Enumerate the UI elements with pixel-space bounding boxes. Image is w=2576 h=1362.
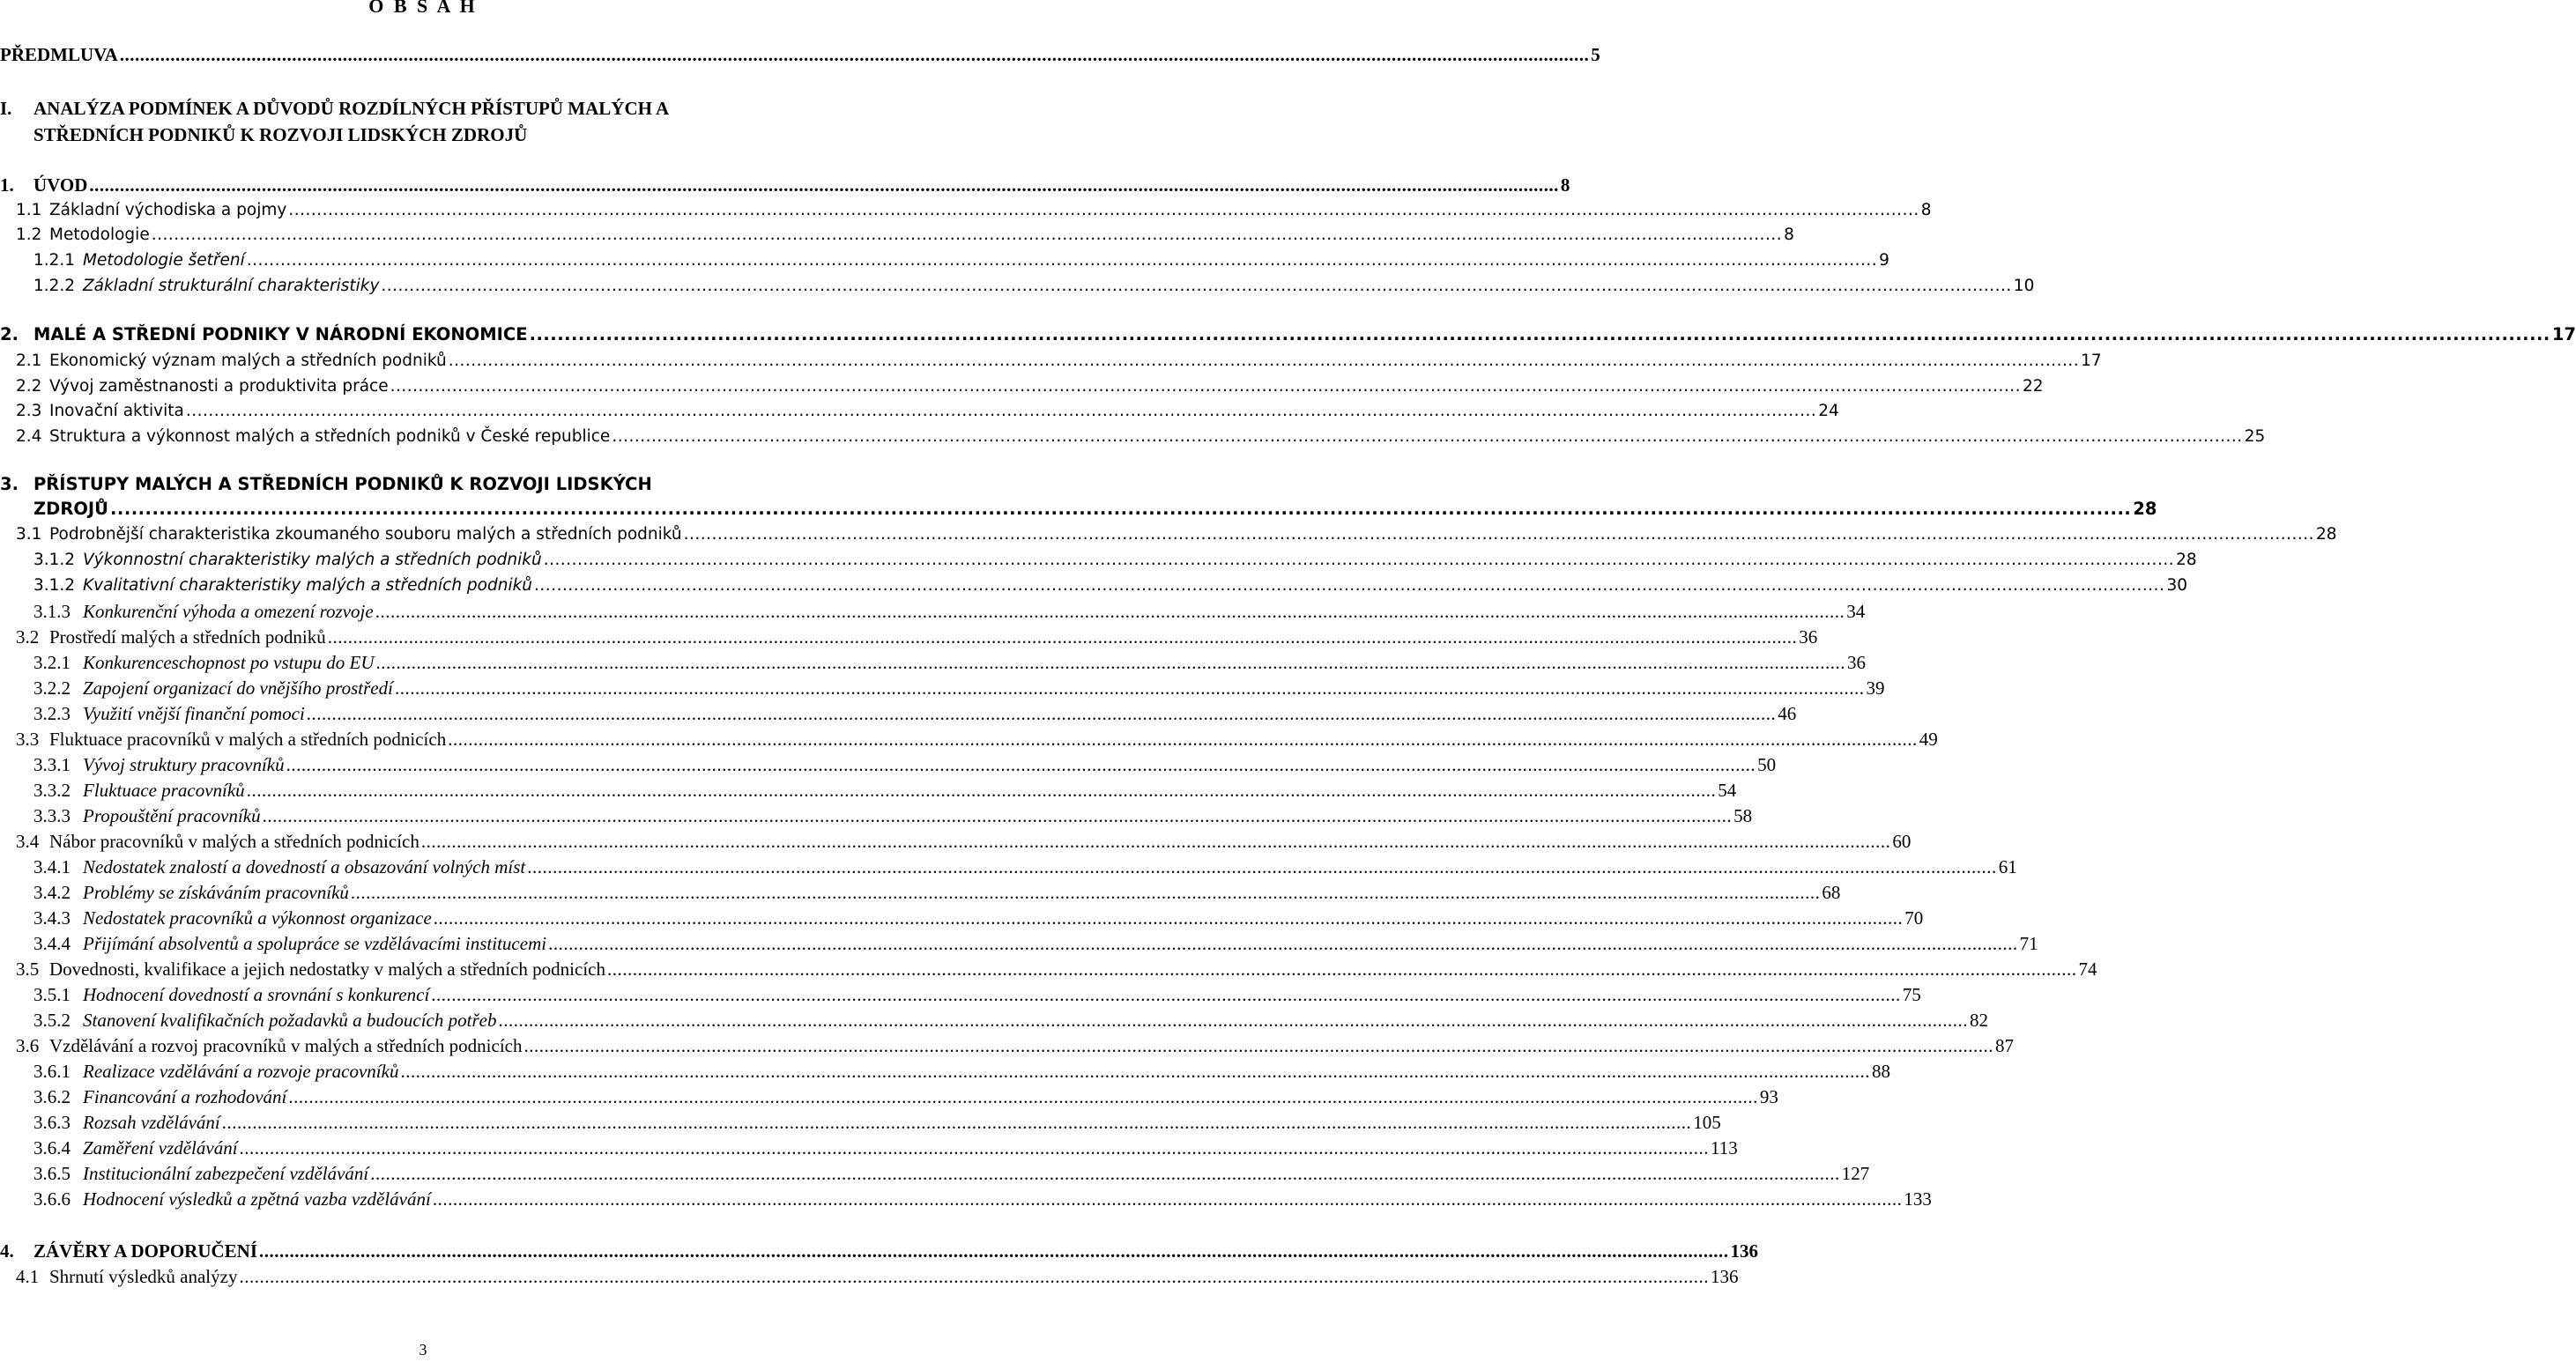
toc-leader (544, 548, 2174, 573)
toc-entry-number: 2.3 (16, 402, 42, 420)
toc-entry-page: 28 (2176, 551, 2197, 569)
toc-entry[interactable] (16, 522, 2337, 547)
toc-entry-page: 113 (1711, 1137, 1738, 1158)
toc-entry-page: 88 (1871, 1061, 1890, 1082)
toc-entry-page: 5 (1591, 44, 1600, 65)
toc-entry-title: Konkurenční výhoda a omezení rozvoje (83, 601, 374, 622)
toc-entry-number: 2.2 (16, 377, 42, 396)
toc-leader (433, 1187, 1903, 1211)
toc-leader (421, 829, 1891, 854)
toc-entry[interactable] (16, 727, 1938, 751)
toc-entry-page: 50 (1757, 754, 1777, 775)
toc-entry-number: 2.1 (16, 352, 42, 370)
toc-entry-number: 3.5 (16, 959, 40, 980)
toc-entry[interactable] (33, 1136, 1738, 1160)
toc-entry-number: 3.2.2 (33, 677, 71, 699)
toc-entry-page: 74 (2078, 959, 2097, 980)
toc-entry-page: 34 (1846, 601, 1866, 622)
toc-entry[interactable] (33, 650, 1867, 675)
toc-entry-title: ÚVOD (33, 174, 88, 196)
toc-entry-page: 9 (1879, 251, 1889, 270)
toc-entry-number: 3.4.4 (33, 933, 71, 954)
toc-entry-page: 8 (1920, 201, 1932, 219)
toc-entry-title: ZÁVĚRY A DOPORUČENÍ (33, 1240, 258, 1262)
toc-entry-number: 1.1 (16, 201, 42, 219)
toc-leader (328, 625, 1798, 649)
toc-entry-page: 61 (1998, 856, 2017, 877)
toc-entry-page: 49 (1919, 729, 1938, 750)
toc-entry[interactable] (33, 803, 1753, 828)
toc-entry-title: Realizace vzdělávání a rozvoje pracovníků (83, 1061, 399, 1082)
toc-entry-page: 8 (1784, 226, 1794, 244)
toc-entry-number: 3.6.5 (33, 1163, 71, 1184)
toc-entry[interactable] (33, 599, 1866, 624)
toc-entry[interactable] (33, 1187, 1932, 1211)
toc-entry-number: 1.2.2 (33, 277, 76, 295)
toc-leader (247, 248, 1877, 273)
toc-leader (381, 274, 2011, 299)
toc-entry-page: 17 (2081, 352, 2102, 370)
toc-entry-number: 1. (0, 174, 14, 196)
toc-entry-number: 3.6.4 (33, 1137, 71, 1158)
toc-entry-title: Hodnocení dovedností a srovnání s konkurencí (83, 984, 430, 1005)
toc-entry-page: 70 (1904, 907, 1924, 929)
toc-entry-number: 3.5.2 (33, 1010, 71, 1031)
toc-entry[interactable] (16, 425, 2266, 449)
toc-entry-number: 3.6 (16, 1035, 40, 1056)
toc-entry-title: Rozsah vzdělávání (83, 1112, 220, 1133)
toc-entry-title: PŘÍSTUPY MALÝCH A STŘEDNÍCH PODNIKŮ K ROZVOJI LIDSKÝCH (33, 474, 652, 494)
toc-entry-number: 3.4 (16, 831, 40, 852)
toc-entry[interactable] (16, 957, 2097, 981)
toc-entry-page: 39 (1866, 677, 1885, 699)
toc-entry-page: 28 (2316, 525, 2337, 544)
toc-entry-page: 87 (1994, 1035, 2014, 1056)
toc-entry-page: 17 (2551, 324, 2576, 344)
toc-leader (152, 223, 1782, 248)
toc-entry-number: 3.3.3 (33, 805, 71, 826)
toc-entry-number: 3.3.1 (33, 754, 71, 775)
toc-entry-title: Shrnutí výsledků analýzy (49, 1266, 238, 1287)
toc-entry[interactable] (33, 548, 2197, 573)
toc-entry[interactable] (33, 676, 1885, 700)
toc-leader (434, 906, 1904, 930)
toc-entry[interactable] (33, 1161, 1870, 1186)
toc-leader (222, 1110, 1692, 1135)
toc-entry-page: 60 (1892, 831, 1912, 852)
toc-leader (89, 173, 1559, 197)
toc-entry-title: Výkonnostní charakteristiky malých a středních podniků (83, 551, 542, 569)
toc-leader (431, 982, 1901, 1007)
toc-entry-number: 3.2 (16, 626, 40, 648)
toc-entry[interactable] (33, 982, 1921, 1007)
toc-entry-preface[interactable] (0, 42, 1600, 67)
toc-entry-title: Inovační aktivita (49, 402, 184, 420)
toc-entry-number: 3.4.1 (33, 856, 71, 877)
toc-leader (548, 931, 2018, 956)
toc-leader (351, 880, 1821, 905)
toc-entry-page: 10 (2013, 277, 2035, 295)
toc-entry[interactable] (16, 829, 1912, 854)
toc-entry[interactable] (33, 1008, 1988, 1033)
toc-leader (448, 727, 1918, 751)
toc-leader (523, 1033, 1993, 1058)
toc-leader (288, 1084, 1758, 1109)
toc-leader (684, 522, 2314, 547)
toc-entry-title: Financování a rozhodování (83, 1086, 287, 1107)
toc-entry-title: Konkurenceschopnost po vstupu do EU (83, 652, 375, 673)
toc-entry-page: 24 (1818, 402, 1839, 420)
toc-entry-title: Využití vnější finanční pomoci (83, 703, 305, 724)
toc-entry-chapter-line-1[interactable] (0, 472, 846, 497)
toc-entry-page: 25 (2244, 427, 2266, 446)
toc-entry-page: 30 (2166, 576, 2187, 595)
toc-entry-number: 3.6.2 (33, 1086, 71, 1107)
toc-entry-title: Nedostatek znalostí a dovedností a obsazování volných míst (83, 856, 526, 877)
toc-entry[interactable] (16, 625, 1818, 649)
toc-entry-title: Problémy se získáváním pracovníků (83, 882, 349, 903)
toc-leader (186, 399, 1816, 424)
toc-leader (263, 803, 1733, 828)
toc-entry[interactable] (33, 274, 2035, 299)
toc-leader (375, 599, 1845, 624)
toc-entry[interactable] (33, 778, 1737, 803)
toc-entry-number: 3.6.3 (33, 1112, 71, 1133)
page-heading: O B S A H (368, 0, 478, 17)
toc-entry-number: 3.2.1 (33, 652, 71, 673)
toc-entry-number: 3.6.6 (33, 1188, 71, 1210)
toc-entry-page: 54 (1718, 780, 1737, 801)
toc-part-heading[interactable] (0, 95, 846, 152)
toc-entry-chapter[interactable] (0, 1239, 1759, 1263)
toc-entry-number: 3.1.2 (33, 551, 76, 569)
toc-entry-page: 36 (1799, 626, 1818, 648)
toc-entry[interactable] (16, 1264, 1739, 1289)
toc-entry-page: 93 (1759, 1086, 1778, 1107)
toc-entry-title: Stanovení kvalifikačních požadavků a budoucích potřeb (83, 1010, 497, 1031)
toc-entry[interactable] (33, 1084, 1778, 1109)
toc-entry-title: Fluktuace pracovníků (83, 780, 245, 801)
toc-entry-number: 3.6.1 (33, 1061, 71, 1082)
toc-entry-page: 28 (2133, 499, 2157, 519)
toc-entry-number: 3.4.3 (33, 907, 71, 929)
toc-entry-title: Zapojení organizací do vnějšího prostředí (83, 677, 393, 699)
toc-entry[interactable] (33, 1059, 1890, 1084)
toc-leader (530, 322, 2550, 347)
toc-entry-title: Zaměření vzdělávání (83, 1137, 238, 1158)
toc-entry[interactable] (33, 931, 2038, 956)
toc-leader (120, 42, 1590, 67)
toc-entry-page: 46 (1778, 703, 1797, 724)
toc-entry-title: PŘEDMLUVA (0, 44, 118, 65)
toc-entry-title: Dovednosti, kvalifikace a jejich nedostatky v malých a středních podnicích (49, 959, 605, 980)
toc-entry-page: 58 (1733, 805, 1753, 826)
toc-leader (370, 1161, 1840, 1186)
toc-leader (376, 650, 1846, 675)
toc-entry-number: 3.1 (16, 525, 42, 544)
toc-entry-title: Prostředí malých a středních podniků (49, 626, 326, 648)
toc-entry-page: 75 (1902, 984, 1921, 1005)
toc-entry-page: 136 (1710, 1266, 1739, 1287)
toc-leader (288, 198, 1919, 223)
toc-entry-title: Ekonomický význam malých a středních podniků (49, 352, 447, 370)
toc-leader (395, 676, 1865, 700)
toc-entry-page: 8 (1560, 174, 1570, 196)
toc-leader (239, 1264, 1709, 1289)
toc-entry-page: 127 (1841, 1163, 1870, 1184)
toc-entry-number: 2.4 (16, 427, 42, 446)
toc-entry-number: 3.1.2 (33, 576, 76, 595)
toc-entry[interactable] (33, 248, 1889, 273)
toc-entry-number: 3.5.1 (33, 984, 71, 1005)
toc-entry-title: MALÉ A STŘEDNÍ PODNIKY V NÁRODNÍ EKONOMICE (33, 324, 528, 344)
toc-leader (307, 701, 1777, 726)
toc-entry-page: 68 (1822, 882, 1841, 903)
toc-entry-title: Propouštění pracovníků (83, 805, 261, 826)
toc-entry-title: Struktura a výkonnost malých a středních podniků v České republice (49, 427, 611, 446)
toc-entry-title: Metodologie (49, 226, 150, 244)
part-title-line-2: STŘEDNÍCH PODNIKŮ K ROZVOJI LIDSKÝCH ZDROJŮ (33, 124, 528, 145)
toc-entry-title: Vývoj struktury pracovníků (83, 754, 285, 775)
toc-leader (247, 778, 1717, 803)
toc-entry-title: Metodologie šetření (83, 251, 245, 270)
toc-leader (240, 1136, 1710, 1160)
toc-entry-number: 4.1 (16, 1266, 40, 1287)
toc-entry-title: Vývoj zaměstnanosti a produktivita práce (49, 377, 389, 396)
toc-entry-chapter[interactable] (0, 173, 1570, 197)
toc-entry-number: 1.2 (16, 226, 42, 244)
toc-leader (527, 855, 1997, 879)
toc-entry-page: 82 (1969, 1010, 1988, 1031)
toc-entry[interactable] (33, 906, 1924, 930)
toc-entry-title: Vzdělávání a rozvoj pracovníků v malých a středních podnicích (49, 1035, 523, 1056)
toc-entry-number: 3. (0, 474, 19, 494)
toc-entry[interactable] (16, 349, 2102, 374)
toc-leader (400, 1059, 1870, 1084)
toc-leader (449, 349, 2079, 374)
toc-entry[interactable] (33, 752, 1777, 777)
toc-entry-title: Podrobnější charakteristika zkoumaného souboru malých a středních podniků (49, 525, 682, 544)
toc-entry-page: 36 (1847, 652, 1867, 673)
toc-entry-chapter[interactable] (0, 322, 2576, 347)
part-title-line-1: ANALÝZA PODMÍNEK A DŮVODŮ ROZDÍLNÝCH PŘÍSTUPŮ MALÝCH A (33, 98, 670, 119)
toc-leader (612, 425, 2242, 449)
toc-entry-page: 133 (1904, 1188, 1932, 1210)
toc-entry[interactable] (16, 1033, 2014, 1058)
toc-leader (607, 957, 2077, 981)
toc-leader (498, 1008, 1968, 1033)
part-number: I. (0, 98, 12, 119)
toc-entry-number: 3.3 (16, 729, 40, 750)
toc-entry[interactable] (33, 574, 2187, 598)
page-number: 3 (419, 1341, 427, 1358)
toc-entry[interactable] (16, 198, 1932, 223)
toc-entry-title: Přijímání absolventů a spolupráce se vzdělávacími institucemi (83, 933, 547, 954)
toc-entry[interactable] (33, 701, 1797, 726)
toc-leader (259, 1239, 1729, 1263)
toc-leader (286, 752, 1756, 777)
toc-entry-title: Fluktuace pracovníků v malých a středních podnicích (49, 729, 447, 750)
toc-entry-number: 4. (0, 1240, 14, 1262)
toc-entry[interactable] (16, 223, 1794, 248)
toc-entry-title-continued: ZDROJŮ (33, 499, 109, 519)
toc-entry[interactable] (16, 374, 2044, 399)
toc-entry-number: 3.3.2 (33, 780, 71, 801)
toc-entry-page: 136 (1730, 1240, 1759, 1262)
toc-entry-page: 22 (2023, 377, 2044, 396)
toc-entry-title: Kvalitativní charakteristiky malých a středních podniků (83, 576, 533, 595)
toc-entry-page: 71 (2019, 933, 2038, 954)
toc-entry[interactable] (33, 880, 1841, 905)
toc-leader (390, 374, 2021, 399)
toc-entry-number: 1.2.1 (33, 251, 76, 270)
toc-entry-number: 2. (0, 324, 19, 344)
toc-entry-page: 105 (1693, 1112, 1721, 1133)
toc-entry-title: Základní východiska a pojmy (49, 201, 287, 219)
toc-leader (534, 574, 2164, 598)
toc-entry-title: Nedostatek pracovníků a výkonnost organizace (83, 907, 432, 929)
toc-entry[interactable] (33, 855, 2017, 879)
toc-entry-title: Základní strukturální charakteristiky (83, 277, 380, 295)
toc-entry[interactable] (33, 1110, 1721, 1135)
toc-entry-title: Institucionální zabezpečení vzdělávání (83, 1163, 369, 1184)
toc-leader (110, 497, 2131, 522)
toc-entry-number: 3.4.2 (33, 882, 71, 903)
toc-entry-title: Hodnocení výsledků a zpětná vazba vzdělávání (83, 1188, 431, 1210)
toc-entry-number: 3.2.3 (33, 703, 71, 724)
toc-entry[interactable] (16, 399, 1839, 424)
toc-entry-number: 3.1.3 (33, 601, 71, 622)
toc-entry-chapter-line-2[interactable] (33, 497, 2157, 522)
toc-entry-title: Nábor pracovníků v malých a středních podnicích (49, 831, 419, 852)
